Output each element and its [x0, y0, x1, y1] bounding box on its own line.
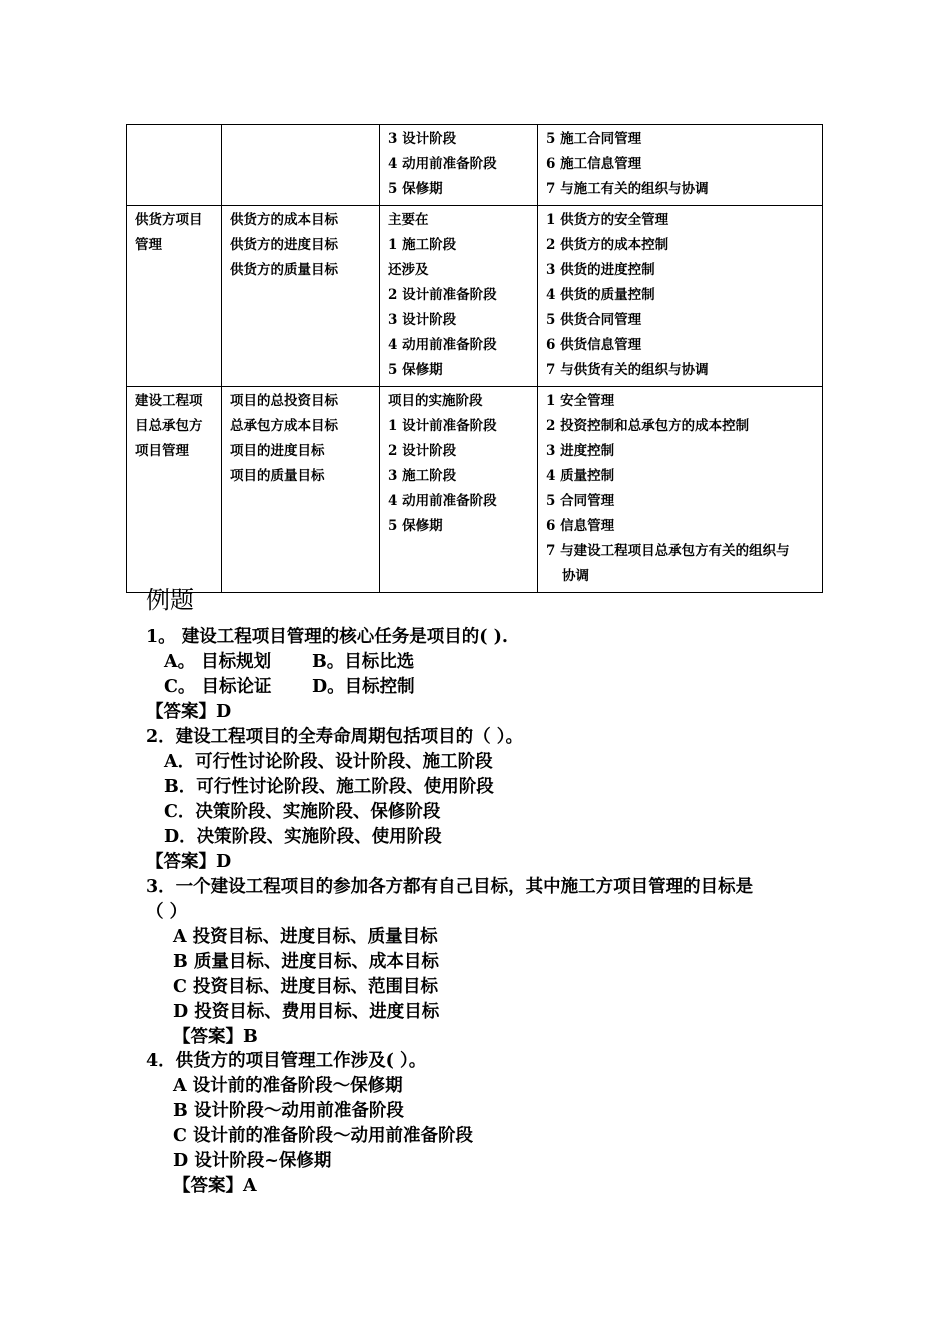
question-3-stem: 3．一个建设工程项目的参加各方都有自己目标，其中施工方项目管理的目标是	[146, 877, 754, 897]
task-item: 6 供货信息管理	[546, 337, 642, 353]
question-1-option-b: B。目标比选	[312, 652, 415, 672]
party-label: 管理	[135, 237, 162, 253]
question-1-option-c: C。 目标论证	[164, 677, 272, 697]
task-item: 5 供货合同管理	[546, 312, 642, 328]
table-row	[127, 206, 823, 387]
question-2-option: D．决策阶段、实施阶段、使用阶段	[164, 827, 442, 847]
task-item: 2 投资控制和总承包方的成本控制	[546, 418, 750, 434]
phase-item: 5 保修期	[388, 181, 443, 197]
task-item: 6 施工信息管理	[546, 156, 642, 172]
goal-item: 项目的质量目标	[230, 468, 325, 484]
phase-item: 5 保修期	[388, 518, 443, 534]
table-row	[127, 387, 823, 593]
party-label: 项目管理	[135, 443, 189, 459]
goals-cell	[222, 125, 380, 206]
phase-item: 4 动用前准备阶段	[388, 156, 497, 172]
goals-cell	[222, 206, 380, 387]
phases-cell	[380, 206, 538, 387]
examples-title: 例题	[146, 586, 194, 614]
question-3-answer: 【答案】B	[173, 1027, 258, 1047]
question-2-option: B．可行性讨论阶段、施工阶段、使用阶段	[164, 777, 494, 797]
goal-item: 供货方的成本目标	[230, 212, 338, 228]
party-label: 供货方项目	[135, 212, 203, 228]
question-2-answer: 【答案】D	[146, 852, 232, 872]
question-2-option: C．决策阶段、实施阶段、保修阶段	[164, 802, 441, 822]
question-4-option: C 设计前的准备阶段～动用前准备阶段	[173, 1126, 474, 1146]
question-3-option: D 投资目标、费用目标、进度目标	[173, 1002, 440, 1022]
tasks-cell	[538, 387, 823, 593]
question-1-option-d: D。目标控制	[312, 677, 415, 697]
goal-item: 项目的总投资目标	[230, 393, 338, 409]
question-2-option: A．可行性讨论阶段、设计阶段、施工阶段	[164, 752, 493, 772]
task-item: 1 安全管理	[546, 393, 615, 409]
question-4-answer: 【答案】A	[173, 1176, 257, 1196]
phase-item: 主要在	[388, 212, 429, 228]
question-1-stem: 1。 建设工程项目管理的核心任务是项目的( ).	[146, 627, 509, 647]
question-3-stem-continuation: （ ）	[146, 902, 188, 922]
phase-item: 2 设计阶段	[388, 443, 457, 459]
question-4-option: B 设计阶段～动用前准备阶段	[173, 1101, 404, 1121]
phases-cell	[380, 125, 538, 206]
phase-item: 5 保修期	[388, 362, 443, 378]
phases-cell	[380, 387, 538, 593]
question-4-stem: 4．供货方的项目管理工作涉及( ）。	[146, 1051, 427, 1071]
phase-item: 还涉及	[388, 262, 429, 278]
party-cell	[127, 387, 222, 593]
question-3-option: B 质量目标、进度目标、成本目标	[173, 952, 439, 972]
task-item: 5 施工合同管理	[546, 131, 642, 147]
goal-item: 总承包方成本目标	[230, 418, 338, 434]
task-item: 3 供货的进度控制	[546, 262, 655, 278]
tasks-cell	[538, 125, 823, 206]
tasks-cell	[538, 206, 823, 387]
goal-item: 项目的进度目标	[230, 443, 325, 459]
phase-item: 3 设计阶段	[388, 131, 457, 147]
question-3-option: A 投资目标、进度目标、质量目标	[173, 927, 438, 947]
question-3-option: C 投资目标、进度目标、范围目标	[173, 977, 439, 997]
question-4-option: A 设计前的准备阶段～保修期	[173, 1076, 403, 1096]
party-label: 建设工程项	[135, 393, 203, 409]
task-item: 7 与施工有关的组织与协调	[546, 181, 709, 197]
phase-item: 1 施工阶段	[388, 237, 457, 253]
task-item: 4 供货的质量控制	[546, 287, 655, 303]
question-1-options-row	[164, 675, 415, 700]
task-item: 1 供货方的安全管理	[546, 212, 669, 228]
task-item: 7 与供货有关的组织与协调	[546, 362, 709, 378]
phase-item: 1 设计前准备阶段	[388, 418, 497, 434]
task-item: 5 合同管理	[546, 493, 615, 509]
table-row	[127, 125, 823, 206]
task-item: 3 进度控制	[546, 443, 615, 459]
question-1-answer: 【答案】D	[146, 702, 232, 722]
goal-item: 供货方的进度目标	[230, 237, 338, 253]
task-item: 6 信息管理	[546, 518, 615, 534]
phase-item: 3 设计阶段	[388, 312, 457, 328]
question-1-option-a: A。 目标规划	[164, 652, 272, 672]
party-cell	[127, 206, 222, 387]
task-item: 4 质量控制	[546, 468, 615, 484]
phase-item: 4 动用前准备阶段	[388, 337, 497, 353]
task-item: 2 供货方的成本控制	[546, 237, 669, 253]
question-2-stem: 2．建设工程项目的全寿命周期包括项目的（ ）。	[146, 727, 524, 747]
project-management-table	[126, 124, 823, 593]
phase-item: 4 动用前准备阶段	[388, 493, 497, 509]
party-label: 目总承包方	[135, 418, 203, 434]
phase-item: 3 施工阶段	[388, 468, 457, 484]
task-item: 7 与建设工程项目总承包方有关的组织与	[546, 543, 790, 559]
goal-item: 供货方的质量目标	[230, 262, 338, 278]
question-1-options-row	[164, 650, 414, 675]
phase-item: 2 设计前准备阶段	[388, 287, 497, 303]
task-item-continuation: 协调	[562, 568, 589, 584]
phase-item: 项目的实施阶段	[388, 393, 483, 409]
goals-cell	[222, 387, 380, 593]
question-4-option: D 设计阶段~保修期	[173, 1151, 332, 1171]
party-cell	[127, 125, 222, 206]
